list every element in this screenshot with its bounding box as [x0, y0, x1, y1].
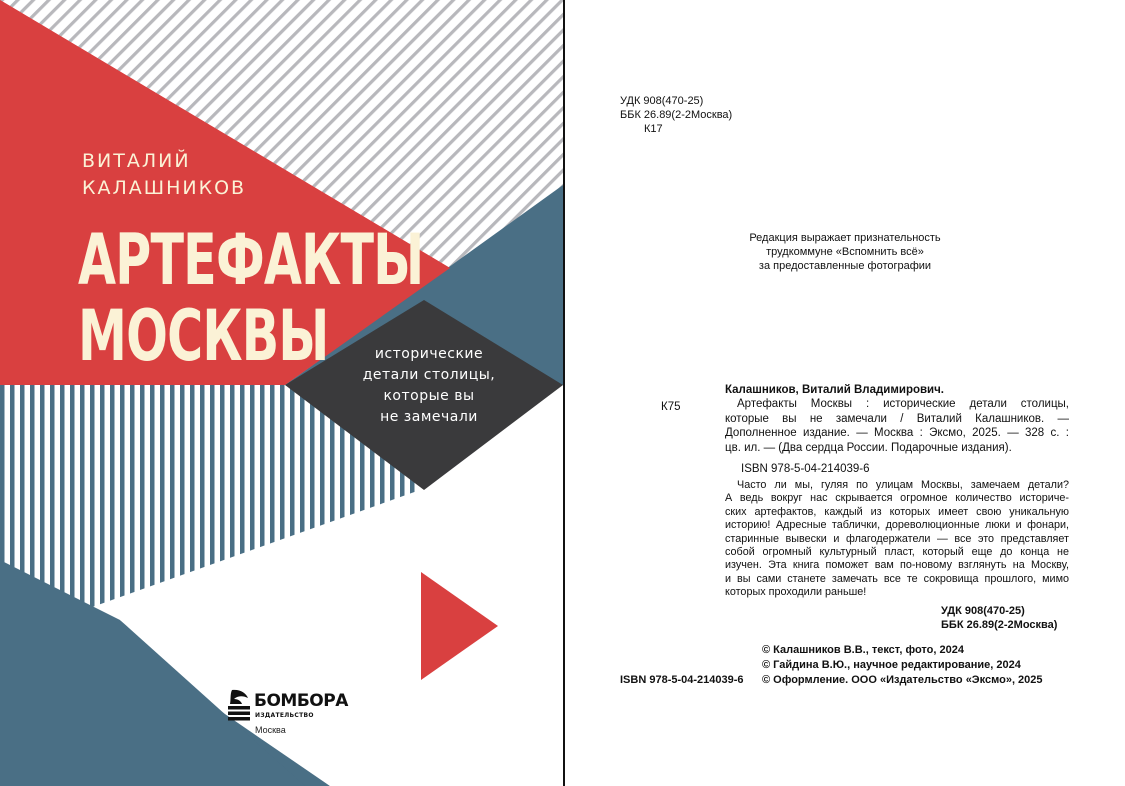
- annotation-line: которых проходили раньше!: [725, 586, 867, 599]
- publisher-name: БОМБОРА: [254, 691, 348, 711]
- cover-subtitle-line: детали столицы,: [362, 367, 496, 383]
- annotation-line: ских артефактов, каждый из которых имеет свою уникальную: [725, 505, 1069, 518]
- annotation-line: и вы сами станете замечать все те сокровища прошлого, мимо: [725, 572, 1069, 585]
- annotation-line: старинные вывески и флагодержатели — все это представляет: [725, 532, 1069, 545]
- acknowledgement-line: Редакция выражает признательность: [749, 232, 941, 244]
- cover-title-line: МОСКВЫ: [78, 295, 329, 377]
- book-annotation: [725, 479, 1069, 600]
- annotation-line: собой огромный культурный пласт, который еще до конца не: [725, 546, 1069, 559]
- description-line: цв. ил. — (Два сердца России. Подарочные издания).: [725, 441, 1012, 454]
- publisher-city: Москва: [255, 725, 286, 735]
- bbk-code-top: ББК 26.89(2-2Москва): [620, 109, 733, 121]
- cover-subtitle-line: не замечали: [380, 409, 478, 425]
- cover-author-line: ВИТАЛИЙ: [82, 150, 191, 172]
- acknowledgement: [715, 231, 975, 273]
- cover-subtitle-line: которые вы: [383, 388, 475, 404]
- annotation-line: изучен. Эта книга поможет вам по-новому взглянуть на Москву,: [725, 559, 1069, 572]
- isbn-bottom: ISBN 978-5-04-214039-6: [620, 674, 744, 686]
- cover-subtitle: [314, 344, 544, 428]
- cover-subtitle-line: исторические: [374, 346, 484, 362]
- catalog-author-heading: Калашников, Виталий Владимирович.: [725, 384, 944, 396]
- publisher-subtitle: ИЗДАТЕЛЬСТВО: [255, 712, 314, 719]
- udk-code-bottom: УДК 908(470-25): [941, 605, 1025, 617]
- imprint-page: [565, 0, 1125, 786]
- acknowledgement-line: трудкоммуне «Вспомнить всё»: [766, 246, 924, 258]
- description-line: которые вы не замечали / Виталий Калашников. —: [725, 412, 1069, 425]
- author-mark: К75: [661, 401, 681, 413]
- copyright-line: © Калашников В.В., текст, фото, 2024: [762, 644, 964, 656]
- annotation-line: историю! Адресные таблички, дореволюционные люки и фонари,: [725, 519, 1069, 532]
- bbk-code-bottom: ББК 26.89(2-2Москва): [941, 619, 1058, 631]
- copyright-line: © Оформление. ООО «Издательство «Эксмо», 2025: [762, 674, 1043, 686]
- udk-code-top: УДК 908(470-25): [620, 95, 704, 107]
- copyright-line: © Гайдина В.Ю., научное редактирование, 2024: [762, 659, 1021, 671]
- bombora-wave-icon: [226, 688, 252, 722]
- isbn-catalog: ISBN 978-5-04-214039-6: [741, 463, 870, 475]
- author-mark-top: К17: [644, 123, 663, 135]
- annotation-line: Часто ли мы, гуляя по улицам Москвы, замечаем детали?: [737, 479, 1069, 491]
- cover-author-line: КАЛАШНИКОВ: [82, 177, 247, 199]
- description-line: Артефакты Москвы : исторические детали столицы,: [737, 398, 1069, 410]
- acknowledgement-line: за предоставленные фотографии: [758, 260, 932, 272]
- cover-author: [82, 148, 246, 202]
- catalog-description: [725, 397, 1069, 455]
- description-line: Дополненное издание. — Москва : Эксмо, 2025. — 328 с. :: [725, 427, 1069, 440]
- annotation-line: А ведь вокруг нас скрывается огромное количество историче-: [725, 492, 1069, 505]
- cover-title-line: АРТЕФАКТЫ: [78, 219, 424, 301]
